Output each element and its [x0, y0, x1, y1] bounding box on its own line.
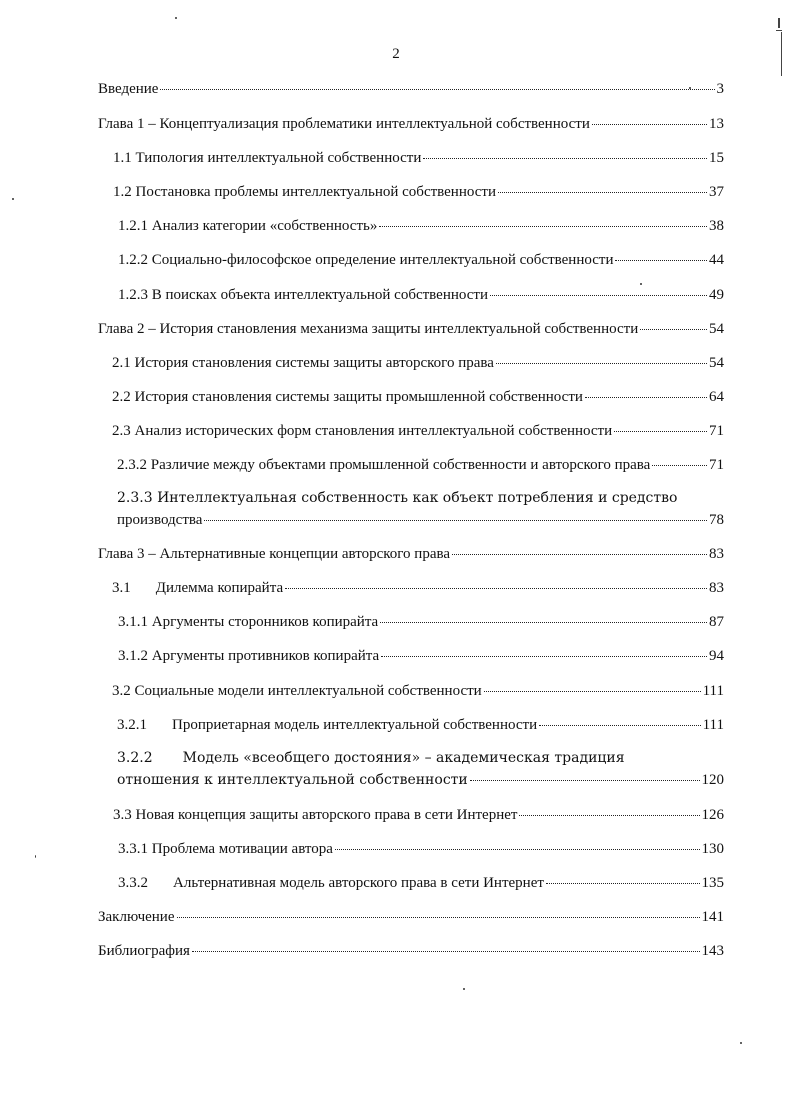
toc-entry-page: 49: [709, 287, 724, 303]
toc-entry-label: производства: [117, 512, 203, 528]
scan-speck: [689, 87, 691, 89]
toc-entry-3-2-2-line1[interactable]: [117, 749, 625, 767]
toc-entry-label: 1.2 Постановка проблемы интеллектуальной собственности: [113, 184, 496, 200]
leader-dots: [546, 883, 700, 884]
toc-entry-3-1[interactable]: [112, 579, 724, 597]
leader-dots: [615, 260, 707, 261]
toc-entry-label: Введение: [98, 81, 159, 97]
page-number: 2: [392, 46, 400, 62]
toc-entry-label: 2.3 Анализ исторических форм становления интеллектуальной собственности: [112, 423, 613, 439]
toc-entry-1-2-3[interactable]: [118, 286, 724, 304]
toc-entry-label: 1.2.1 Анализ категории «собственность»: [118, 218, 378, 234]
toc-entry-page: 83: [709, 546, 724, 562]
scan-margin-mark: [778, 18, 780, 28]
toc-entry-3-3-2[interactable]: [118, 874, 724, 892]
toc-entry-page: 78: [709, 512, 724, 528]
toc-entry-number: 3.3.2: [118, 875, 148, 891]
scan-speck: [463, 988, 465, 990]
toc-entry-chapter-2[interactable]: [98, 320, 724, 338]
toc-entry-page: 143: [701, 943, 724, 959]
toc-entry-2-3-3-line1[interactable]: 2.3.3 Интеллектуальная собственность как объект потребления и средство: [117, 490, 678, 506]
toc-entry-3-3-1[interactable]: [118, 840, 724, 858]
leader-dots: [652, 465, 707, 466]
toc-entry-label: Альтернативная модель авторского права в сети Интернет: [173, 875, 544, 891]
toc-entry-label: Глава 3 – Альтернативные концепции авторского права: [98, 546, 451, 562]
toc-entry-number: 3.1: [112, 580, 131, 596]
toc-entry-chapter-3[interactable]: [98, 545, 724, 563]
leader-dots: [614, 431, 707, 432]
leader-dots: [640, 329, 707, 330]
toc-entry-label: Модель «всеобщего достояния» – академическая традиция: [182, 750, 625, 766]
toc-entry-intro[interactable]: [98, 80, 724, 98]
toc-entry-number: 3.2.1: [117, 717, 147, 733]
toc-entry-1-2-2[interactable]: [118, 251, 724, 269]
toc-entry-label: 1.1 Типология интеллектуальной собственности: [113, 150, 422, 166]
leader-dots: [160, 89, 714, 90]
toc-entry-conclusion[interactable]: [98, 908, 724, 926]
toc-entry-page: 126: [701, 807, 724, 823]
toc-entry-3-2-1[interactable]: [117, 716, 724, 734]
toc-entry-3-2-2[interactable]: [117, 771, 724, 789]
leader-dots: [452, 554, 707, 555]
toc-entry-page: 15: [709, 150, 724, 166]
toc-entry-label: 3.2 Социальные модели интеллектуальной собственности: [112, 683, 482, 699]
leader-dots: [484, 691, 701, 692]
toc-entry-page: 64: [709, 389, 724, 405]
leader-dots: [381, 656, 707, 657]
leader-dots: [585, 397, 707, 398]
toc-entry-2-2[interactable]: [112, 388, 724, 406]
toc-entry-2-1[interactable]: [112, 354, 724, 372]
toc-entry-label: 2.2 История становления системы защиты промышленной собственности: [112, 389, 583, 405]
leader-dots: [380, 622, 707, 623]
toc-entry-label: Заключение: [98, 909, 175, 925]
toc-entry-page: 3: [716, 81, 724, 97]
toc-entry-page: 54: [709, 355, 724, 371]
toc-entry-label: Библиография: [98, 943, 190, 959]
toc-entry-label: Проприетарная модель интеллектуальной собственности: [172, 717, 538, 733]
toc-entry-page: 44: [709, 252, 724, 268]
leader-dots: [592, 124, 707, 125]
leader-dots: [470, 780, 700, 781]
leader-dots: [192, 951, 700, 952]
toc-entry-bibliography[interactable]: [98, 942, 724, 960]
toc-entry-label: отношения к интеллектуальной собственности: [117, 772, 468, 788]
scan-speck: [740, 1042, 742, 1044]
leader-dots: [498, 192, 707, 193]
toc-entry-label: 2.3.2 Различие между объектами промышленной собственности и авторского права: [117, 457, 651, 473]
toc-entry-3-3[interactable]: [113, 806, 724, 824]
toc-entry-label: 1.2.3 В поисках объекта интеллектуальной собственности: [118, 287, 488, 303]
leader-dots: [379, 226, 707, 227]
toc-entry-page: 94: [709, 648, 724, 664]
toc-entry-page: 130: [701, 841, 724, 857]
scan-margin-mark: [781, 32, 782, 76]
leader-dots: [204, 520, 707, 521]
toc-entry-label: 2.1 История становления системы защиты авторского права: [112, 355, 494, 371]
toc-entry-page: 111: [702, 717, 724, 733]
leader-dots: [539, 725, 701, 726]
toc-entry-2-3[interactable]: [112, 422, 724, 440]
toc-entry-label: 3.3 Новая концепция защиты авторского права в сети Интернет: [113, 807, 518, 823]
toc-entry-label: Дилемма копирайта: [155, 580, 284, 596]
toc-entry-page: 87: [709, 614, 724, 630]
scan-speck: [640, 283, 642, 285]
leader-dots: [423, 158, 707, 159]
toc-entry-page: 141: [701, 909, 724, 925]
toc-entry-label: 3.3.1 Проблема мотивации автора: [118, 841, 333, 857]
toc-entry-3-2[interactable]: [112, 682, 724, 700]
toc-entry-2-3-2[interactable]: [117, 456, 724, 474]
toc-entry-label: 1.2.2 Социально-философское определение интеллектуальной собственности: [118, 252, 614, 268]
toc-entry-page: 13: [709, 116, 724, 132]
toc-entry-page: 54: [709, 321, 724, 337]
toc-entry-3-1-1[interactable]: [118, 613, 724, 631]
toc-entry-label: 3.1.1 Аргументы сторонников копирайта: [118, 614, 379, 630]
toc-entry-page: 135: [701, 875, 724, 891]
leader-dots: [285, 588, 707, 589]
toc-entry-number: 3.2.2: [117, 750, 153, 766]
scan-speck: [35, 855, 36, 858]
toc-entry-label: 3.1.2 Аргументы противников копирайта: [118, 648, 380, 664]
toc-entry-page: 37: [709, 184, 724, 200]
toc-entry-page: 111: [702, 683, 724, 699]
leader-dots: [177, 917, 700, 918]
toc-entry-page: 71: [709, 423, 724, 439]
toc-entry-label: Глава 2 – История становления механизма защиты интеллектуальной собственности: [98, 321, 639, 337]
toc-entry-1-2-1[interactable]: [118, 217, 724, 235]
toc-entry-1-1[interactable]: [113, 149, 724, 167]
leader-dots: [519, 815, 699, 816]
scan-speck: [175, 17, 177, 19]
leader-dots: [490, 295, 707, 296]
scan-speck: [12, 198, 14, 200]
toc-entry-label: Глава 1 – Концептуализация проблематики интеллектуальной собственности: [98, 116, 590, 132]
toc-entry-page: 120: [701, 772, 724, 788]
scan-margin-mark: [776, 30, 782, 31]
leader-dots: [496, 363, 707, 364]
toc-entry-page: 38: [709, 218, 724, 234]
toc-entry-3-1-2[interactable]: [118, 647, 724, 665]
toc-entry-page: 83: [709, 580, 724, 596]
toc-entry-2-3-3[interactable]: [117, 511, 724, 529]
leader-dots: [335, 849, 700, 850]
toc-entry-1-2[interactable]: [113, 183, 724, 201]
toc-entry-chapter-1[interactable]: [98, 115, 724, 133]
toc-entry-page: 71: [709, 457, 724, 473]
